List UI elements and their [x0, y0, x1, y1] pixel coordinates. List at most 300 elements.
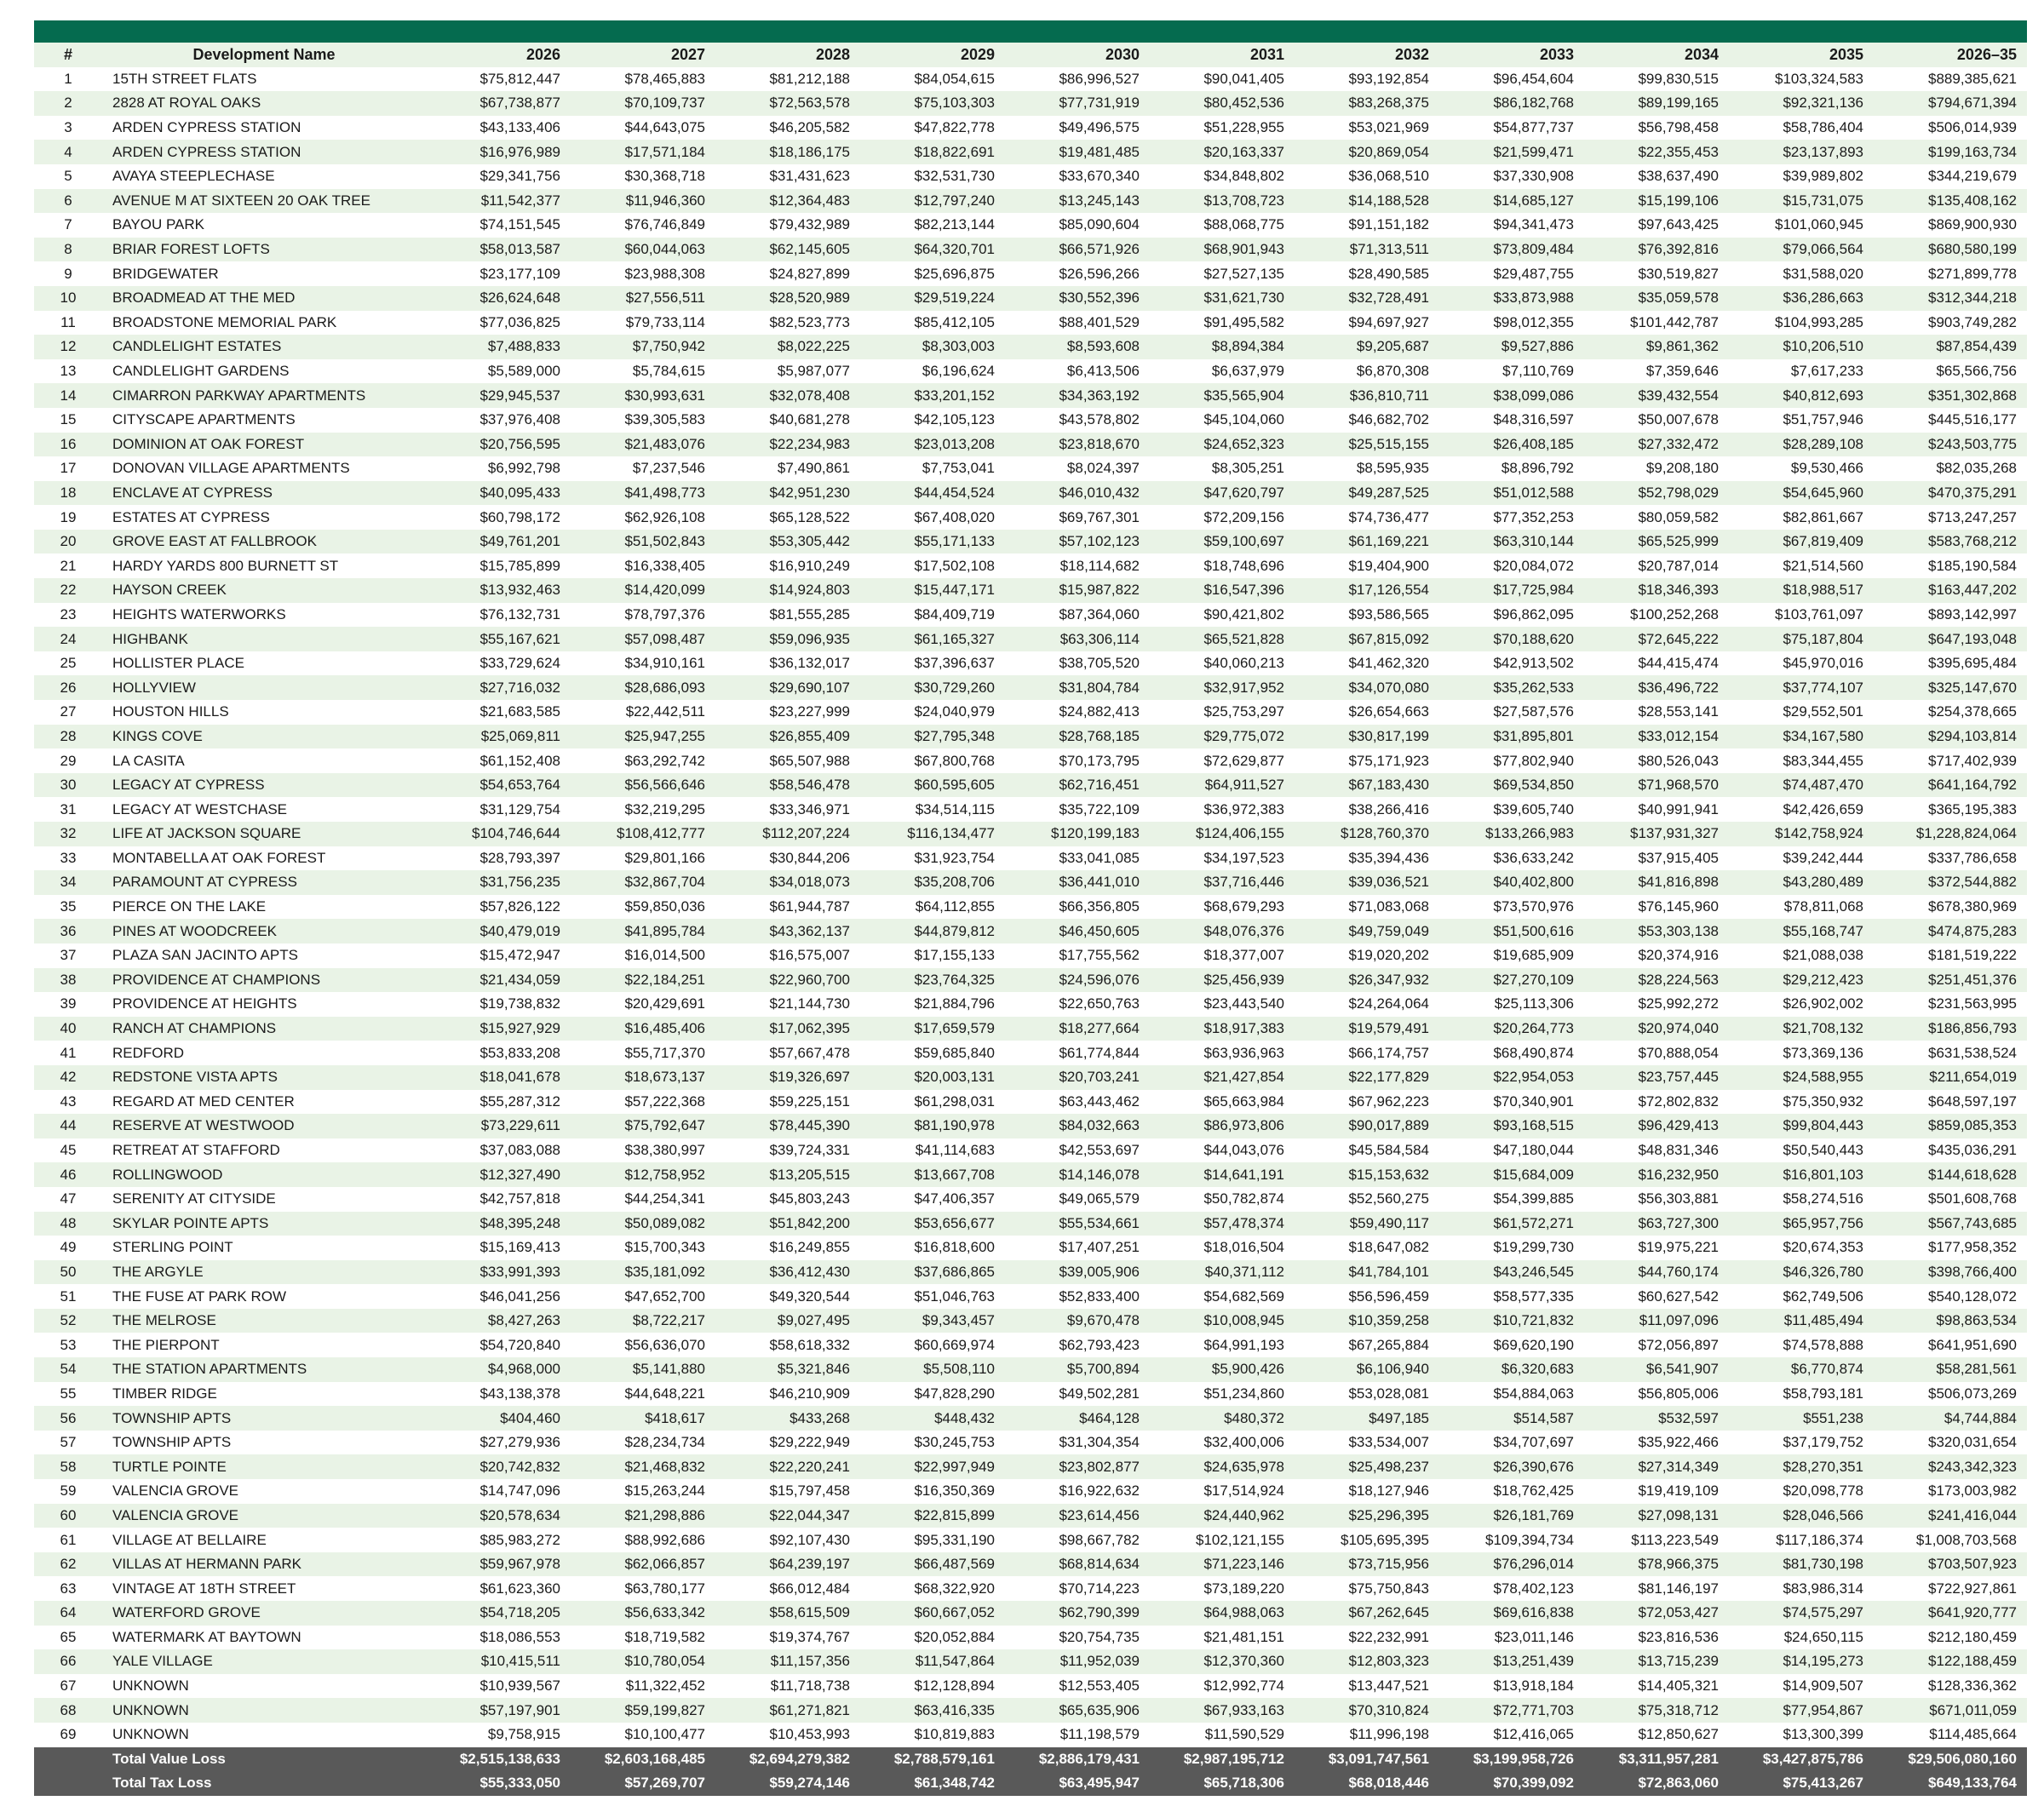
value-cell: $53,303,138	[1584, 919, 1729, 943]
value-cell: $88,068,775	[1150, 213, 1295, 238]
value-cell: $133,266,983	[1439, 822, 1584, 846]
value-cell: $64,112,855	[860, 895, 1005, 920]
table-row	[34, 1284, 2027, 1309]
value-cell: $22,234,983	[715, 433, 860, 457]
value-cell: $20,374,916	[1584, 943, 1729, 968]
value-cell: $11,952,039	[1005, 1649, 1150, 1674]
value-cell: $103,761,097	[1729, 603, 1874, 628]
value-cell: $22,442,511	[571, 700, 715, 725]
value-cell: $31,895,801	[1439, 725, 1584, 749]
value-cell: $58,281,561	[1874, 1357, 2027, 1382]
value-cell: $34,070,080	[1295, 675, 1439, 700]
value-cell: $15,785,899	[426, 553, 571, 578]
development-name-cell: VILLAS AT HERMANN PARK	[102, 1552, 426, 1577]
value-cell: $57,222,368	[571, 1090, 715, 1115]
value-cell: $18,822,691	[860, 140, 1005, 164]
value-cell: $17,755,562	[1005, 943, 1150, 968]
value-cell: $74,578,888	[1729, 1333, 1874, 1357]
row-index-cell: 53	[34, 1333, 102, 1357]
development-name-cell: PROVIDENCE AT HEIGHTS	[102, 992, 426, 1017]
value-cell: $72,802,832	[1584, 1090, 1729, 1115]
development-name-cell: CANDLELIGHT ESTATES	[102, 335, 426, 359]
value-cell: $47,822,778	[860, 116, 1005, 141]
value-cell: $8,427,263	[426, 1309, 571, 1333]
value-cell: $34,707,697	[1439, 1431, 1584, 1455]
value-cell: $52,833,400	[1005, 1284, 1150, 1309]
value-cell: $39,989,802	[1729, 164, 1874, 189]
value-cell: $33,201,152	[860, 383, 1005, 408]
row-index-cell: 4	[34, 140, 102, 164]
development-name-cell: DOMINION AT OAK FOREST	[102, 433, 426, 457]
value-cell: $64,320,701	[860, 238, 1005, 262]
total-value-cell: $75,413,267	[1729, 1771, 1874, 1796]
value-cell: $10,008,945	[1150, 1309, 1295, 1333]
table-row	[34, 505, 2027, 530]
value-cell: $859,085,353	[1874, 1114, 2027, 1138]
value-cell: $46,326,780	[1729, 1260, 1874, 1285]
value-cell: $44,879,812	[860, 919, 1005, 943]
value-cell: $16,232,950	[1584, 1162, 1729, 1187]
value-cell: $93,168,515	[1439, 1114, 1584, 1138]
value-cell: $19,738,832	[426, 992, 571, 1017]
value-cell: $56,636,070	[571, 1333, 715, 1357]
value-cell: $794,671,394	[1874, 91, 2027, 116]
value-cell: $10,359,258	[1295, 1309, 1439, 1333]
value-cell: $86,996,527	[1005, 67, 1150, 92]
value-cell: $42,757,818	[426, 1187, 571, 1212]
value-cell: $59,199,827	[571, 1698, 715, 1723]
value-cell: $181,519,222	[1874, 943, 2027, 968]
value-cell: $62,926,108	[571, 505, 715, 530]
row-index-cell: 33	[34, 846, 102, 871]
row-index-cell: 67	[34, 1674, 102, 1699]
value-cell: $17,514,924	[1150, 1479, 1295, 1504]
development-name-cell: AVENUE M AT SIXTEEN 20 OAK TREE	[102, 189, 426, 214]
development-name-cell: YALE VILLAGE	[102, 1649, 426, 1674]
value-cell: $21,483,076	[571, 433, 715, 457]
value-cell: $86,973,806	[1150, 1114, 1295, 1138]
value-cell: $27,270,109	[1439, 968, 1584, 993]
row-index-cell: 41	[34, 1041, 102, 1065]
value-cell: $16,922,632	[1005, 1479, 1150, 1504]
value-cell: $7,753,041	[860, 456, 1005, 481]
value-cell: $320,031,654	[1874, 1431, 2027, 1455]
value-cell: $18,377,007	[1150, 943, 1295, 968]
row-index-cell: 22	[34, 578, 102, 603]
value-cell: $23,816,536	[1584, 1626, 1729, 1650]
column-header-total: 2026–35	[1874, 43, 2027, 67]
value-cell: $22,997,949	[860, 1454, 1005, 1479]
value-cell: $87,854,439	[1874, 335, 2027, 359]
value-cell: $40,991,941	[1584, 797, 1729, 822]
value-cell: $33,534,007	[1295, 1431, 1439, 1455]
value-cell: $39,036,521	[1295, 870, 1439, 895]
value-cell: $325,147,670	[1874, 675, 2027, 700]
table-row	[34, 1674, 2027, 1699]
value-cell: $15,797,458	[715, 1479, 860, 1504]
value-cell: $32,728,491	[1295, 286, 1439, 311]
row-index-cell: 68	[34, 1698, 102, 1723]
value-cell: $53,021,969	[1295, 116, 1439, 141]
value-cell: $38,266,416	[1295, 797, 1439, 822]
table-row	[34, 1309, 2027, 1333]
value-cell: $28,490,585	[1295, 261, 1439, 286]
value-cell: $28,234,734	[571, 1431, 715, 1455]
row-index-cell: 6	[34, 189, 102, 214]
value-cell: $46,450,605	[1005, 919, 1150, 943]
value-cell: $22,954,053	[1439, 1065, 1584, 1090]
value-cell: $18,917,383	[1150, 1017, 1295, 1041]
value-cell: $16,575,007	[715, 943, 860, 968]
value-cell: $5,987,077	[715, 359, 860, 384]
value-cell: $75,103,303	[860, 91, 1005, 116]
development-name-cell: BRIAR FOREST LOFTS	[102, 238, 426, 262]
row-index-cell: 24	[34, 627, 102, 651]
total-value-cell: $2,515,138,633	[426, 1747, 571, 1772]
value-cell: $448,432	[860, 1406, 1005, 1431]
value-cell: $54,399,885	[1439, 1187, 1584, 1212]
value-cell: $44,648,221	[571, 1382, 715, 1407]
row-index-cell: 20	[34, 530, 102, 554]
value-cell: $11,718,738	[715, 1674, 860, 1699]
value-cell: $47,652,700	[571, 1284, 715, 1309]
value-cell: $67,408,020	[860, 505, 1005, 530]
value-cell: $52,560,275	[1295, 1187, 1439, 1212]
table-row	[34, 1260, 2027, 1285]
value-cell: $25,296,395	[1295, 1504, 1439, 1528]
value-cell: $35,565,904	[1150, 383, 1295, 408]
column-header-2029: 2029	[860, 43, 1005, 67]
table-row	[34, 943, 2027, 968]
value-cell: $91,495,582	[1150, 311, 1295, 335]
total-value-cell: $61,348,742	[860, 1771, 1005, 1796]
value-cell: $28,270,351	[1729, 1454, 1874, 1479]
value-cell: $44,254,341	[571, 1187, 715, 1212]
value-cell: $445,516,177	[1874, 408, 2027, 433]
row-index-cell: 34	[34, 870, 102, 895]
value-cell: $78,811,068	[1729, 895, 1874, 920]
development-name-cell: HAYSON CREEK	[102, 578, 426, 603]
total-value-cell: $63,495,947	[1005, 1771, 1150, 1796]
value-cell: $25,753,297	[1150, 700, 1295, 725]
value-cell: $15,731,075	[1729, 189, 1874, 214]
value-cell: $112,207,224	[715, 822, 860, 846]
value-cell: $23,227,999	[715, 700, 860, 725]
column-header-2035: 2035	[1729, 43, 1874, 67]
value-cell: $25,113,306	[1439, 992, 1584, 1017]
value-cell: $94,697,927	[1295, 311, 1439, 335]
value-cell: $38,705,520	[1005, 651, 1150, 676]
development-name-cell: RESERVE AT WESTWOOD	[102, 1114, 426, 1138]
development-name-cell: STERLING POINT	[102, 1236, 426, 1260]
value-cell: $5,589,000	[426, 359, 571, 384]
value-cell: $62,716,451	[1005, 773, 1150, 798]
row-index-cell: 43	[34, 1090, 102, 1115]
value-cell: $29,519,224	[860, 286, 1005, 311]
value-cell: $82,035,268	[1874, 456, 2027, 481]
value-cell: $29,801,166	[571, 846, 715, 871]
value-cell: $16,249,855	[715, 1236, 860, 1260]
total-value-cell: $3,199,958,726	[1439, 1747, 1584, 1772]
value-cell: $48,316,597	[1439, 408, 1584, 433]
row-index-cell: 27	[34, 700, 102, 725]
value-cell: $271,899,778	[1874, 261, 2027, 286]
value-cell: $26,596,266	[1005, 261, 1150, 286]
total-value-cell: $59,274,146	[715, 1771, 860, 1796]
value-cell: $73,809,484	[1439, 238, 1584, 262]
value-cell: $90,041,405	[1150, 67, 1295, 92]
value-cell: $84,054,615	[860, 67, 1005, 92]
value-cell: $14,188,528	[1295, 189, 1439, 214]
value-cell: $23,764,325	[860, 968, 1005, 993]
value-cell: $80,526,043	[1584, 748, 1729, 773]
value-cell: $50,007,678	[1584, 408, 1729, 433]
value-cell: $25,696,875	[860, 261, 1005, 286]
value-cell: $177,958,352	[1874, 1236, 2027, 1260]
value-cell: $37,330,908	[1439, 164, 1584, 189]
value-cell: $5,321,846	[715, 1357, 860, 1382]
value-cell: $351,302,868	[1874, 383, 2027, 408]
total-value-cell: $72,863,060	[1584, 1771, 1729, 1796]
row-index-cell: 59	[34, 1479, 102, 1504]
value-cell: $31,804,784	[1005, 675, 1150, 700]
value-cell: $8,894,384	[1150, 335, 1295, 359]
value-cell: $70,714,223	[1005, 1576, 1150, 1601]
value-cell: $61,271,821	[715, 1698, 860, 1723]
value-cell: $34,910,161	[571, 651, 715, 676]
value-cell: $17,062,395	[715, 1017, 860, 1041]
value-cell: $26,347,932	[1295, 968, 1439, 993]
value-cell: $57,826,122	[426, 895, 571, 920]
value-cell: $41,816,898	[1584, 870, 1729, 895]
value-cell: $243,503,775	[1874, 433, 2027, 457]
value-cell: $39,005,906	[1005, 1260, 1150, 1285]
table-row	[34, 1236, 2027, 1260]
development-name-cell: ARDEN CYPRESS STATION	[102, 116, 426, 141]
value-cell: $20,787,014	[1584, 553, 1729, 578]
development-name-cell: LEGACY AT CYPRESS	[102, 773, 426, 798]
value-cell: $30,368,718	[571, 164, 715, 189]
table-row	[34, 311, 2027, 335]
value-cell: $20,084,072	[1439, 553, 1584, 578]
value-cell: $135,408,162	[1874, 189, 2027, 214]
table-row	[34, 1187, 2027, 1212]
value-cell: $31,431,623	[715, 164, 860, 189]
value-cell: $7,488,833	[426, 335, 571, 359]
value-cell: $10,780,054	[571, 1649, 715, 1674]
value-cell: $65,663,984	[1150, 1090, 1295, 1115]
development-name-cell: WATERFORD GROVE	[102, 1601, 426, 1626]
value-cell: $35,922,466	[1584, 1431, 1729, 1455]
value-cell: $26,902,002	[1729, 992, 1874, 1017]
column-header-2027: 2027	[571, 43, 715, 67]
table-row	[34, 408, 2027, 433]
value-cell: $65,566,756	[1874, 359, 2027, 384]
value-cell: $69,534,850	[1439, 773, 1584, 798]
column-header-2034: 2034	[1584, 43, 1729, 67]
value-cell: $61,623,360	[426, 1576, 571, 1601]
total-value-cell: $2,603,168,485	[571, 1747, 715, 1772]
value-cell: $43,578,802	[1005, 408, 1150, 433]
value-cell: $58,786,404	[1729, 116, 1874, 141]
value-cell: $124,406,155	[1150, 822, 1295, 846]
value-cell: $251,451,376	[1874, 968, 2027, 993]
development-name-cell: PLAZA SAN JACINTO APTS	[102, 943, 426, 968]
value-cell: $13,300,399	[1729, 1723, 1874, 1747]
value-cell: $25,069,811	[426, 725, 571, 749]
total-value-cell: $3,091,747,561	[1295, 1747, 1439, 1772]
value-cell: $65,521,828	[1150, 627, 1295, 651]
value-cell: $12,803,323	[1295, 1649, 1439, 1674]
value-cell: $37,774,107	[1729, 675, 1874, 700]
table-row	[34, 91, 2027, 116]
value-cell: $32,078,408	[715, 383, 860, 408]
value-cell: $37,396,637	[860, 651, 1005, 676]
value-cell: $72,209,156	[1150, 505, 1295, 530]
value-cell: $53,833,208	[426, 1041, 571, 1065]
value-cell: $13,715,239	[1584, 1649, 1729, 1674]
value-cell: $104,993,285	[1729, 311, 1874, 335]
value-cell: $199,163,734	[1874, 140, 2027, 164]
value-cell: $506,073,269	[1874, 1382, 2027, 1407]
value-cell: $14,909,507	[1729, 1674, 1874, 1699]
value-cell: $9,027,495	[715, 1309, 860, 1333]
value-cell: $67,738,877	[426, 91, 571, 116]
value-cell: $62,793,423	[1005, 1333, 1150, 1357]
value-cell: $73,369,136	[1729, 1041, 1874, 1065]
table-row	[34, 140, 2027, 164]
value-cell: $96,862,095	[1439, 603, 1584, 628]
value-cell: $58,615,509	[715, 1601, 860, 1626]
value-cell: $41,462,320	[1295, 651, 1439, 676]
column-header-2032: 2032	[1295, 43, 1439, 67]
value-cell: $45,803,243	[715, 1187, 860, 1212]
value-cell: $72,629,877	[1150, 748, 1295, 773]
value-cell: $73,570,976	[1439, 895, 1584, 920]
value-cell: $10,721,832	[1439, 1309, 1584, 1333]
value-cell: $30,729,260	[860, 675, 1005, 700]
value-cell: $54,645,960	[1729, 481, 1874, 506]
value-cell: $470,375,291	[1874, 481, 2027, 506]
value-cell: $22,960,700	[715, 968, 860, 993]
value-cell: $47,828,290	[860, 1382, 1005, 1407]
value-cell: $72,645,222	[1584, 627, 1729, 651]
value-cell: $108,412,777	[571, 822, 715, 846]
value-cell: $56,596,459	[1295, 1284, 1439, 1309]
value-cell: $15,263,244	[571, 1479, 715, 1504]
value-cell: $44,415,474	[1584, 651, 1729, 676]
value-cell: $5,700,894	[1005, 1357, 1150, 1382]
value-cell: $38,637,490	[1584, 164, 1729, 189]
value-cell: $21,144,730	[715, 992, 860, 1017]
total-label-cell: Total Tax Loss	[102, 1771, 426, 1796]
row-index-cell: 30	[34, 773, 102, 798]
value-cell: $49,761,201	[426, 530, 571, 554]
value-cell: $67,933,163	[1150, 1698, 1295, 1723]
value-cell: $24,264,064	[1295, 992, 1439, 1017]
value-cell: $34,363,192	[1005, 383, 1150, 408]
value-cell: $16,014,500	[571, 943, 715, 968]
value-cell: $8,595,935	[1295, 456, 1439, 481]
row-index-cell: 16	[34, 433, 102, 457]
table-row	[34, 1138, 2027, 1163]
value-cell: $337,786,658	[1874, 846, 2027, 871]
row-index-cell: 37	[34, 943, 102, 968]
value-cell: $74,487,470	[1729, 773, 1874, 798]
value-cell: $27,279,936	[426, 1431, 571, 1455]
value-cell: $72,563,578	[715, 91, 860, 116]
value-cell: $10,206,510	[1729, 335, 1874, 359]
value-cell: $65,525,999	[1584, 530, 1729, 554]
value-cell: $18,748,696	[1150, 553, 1295, 578]
value-cell: $42,426,659	[1729, 797, 1874, 822]
value-cell: $38,099,086	[1439, 383, 1584, 408]
value-cell: $36,496,722	[1584, 675, 1729, 700]
value-cell: $12,416,065	[1439, 1723, 1584, 1747]
value-cell: $8,305,251	[1150, 456, 1295, 481]
value-cell: $11,485,494	[1729, 1309, 1874, 1333]
development-name-cell: VALENCIA GROVE	[102, 1479, 426, 1504]
row-index-cell: 63	[34, 1576, 102, 1601]
value-cell: $11,322,452	[571, 1674, 715, 1699]
value-cell: $21,683,585	[426, 700, 571, 725]
value-cell: $59,096,935	[715, 627, 860, 651]
value-cell: $59,490,117	[1295, 1212, 1439, 1236]
development-name-cell: ESTATES AT CYPRESS	[102, 505, 426, 530]
value-cell: $92,321,136	[1729, 91, 1874, 116]
value-cell: $12,364,483	[715, 189, 860, 214]
value-cell: $435,036,291	[1874, 1138, 2027, 1163]
value-cell: $67,819,409	[1729, 530, 1874, 554]
value-cell: $18,762,425	[1439, 1479, 1584, 1504]
row-index-cell: 25	[34, 651, 102, 676]
value-cell: $506,014,939	[1874, 116, 2027, 141]
value-cell: $36,286,663	[1729, 286, 1874, 311]
value-cell: $24,040,979	[860, 700, 1005, 725]
value-cell: $51,228,955	[1150, 116, 1295, 141]
value-cell: $6,770,874	[1729, 1357, 1874, 1382]
value-cell: $37,083,088	[426, 1138, 571, 1163]
value-cell: $14,747,096	[426, 1479, 571, 1504]
value-cell: $32,867,704	[571, 870, 715, 895]
total-value-cell: $649,133,764	[1874, 1771, 2027, 1796]
value-cell: $66,571,926	[1005, 238, 1150, 262]
value-cell: $889,385,621	[1874, 67, 2027, 92]
value-cell: $40,095,433	[426, 481, 571, 506]
value-cell: $231,563,995	[1874, 992, 2027, 1017]
table-row	[34, 1212, 2027, 1236]
value-cell: $13,708,723	[1150, 189, 1295, 214]
value-cell: $58,618,332	[715, 1333, 860, 1357]
value-cell: $641,920,777	[1874, 1601, 2027, 1626]
value-cell: $81,212,188	[715, 67, 860, 92]
table-row	[34, 456, 2027, 481]
value-cell: $75,792,647	[571, 1114, 715, 1138]
row-index-cell: 47	[34, 1187, 102, 1212]
value-cell: $27,795,348	[860, 725, 1005, 749]
value-cell: $35,208,706	[860, 870, 1005, 895]
value-cell: $43,246,545	[1439, 1260, 1584, 1285]
value-cell: $26,624,648	[426, 286, 571, 311]
value-cell: $68,814,634	[1005, 1552, 1150, 1577]
value-cell: $15,447,171	[860, 578, 1005, 603]
value-cell: $25,456,939	[1150, 968, 1295, 993]
value-cell: $631,538,524	[1874, 1041, 2027, 1065]
value-cell: $64,911,527	[1150, 773, 1295, 798]
value-cell: $93,586,565	[1295, 603, 1439, 628]
table-container	[34, 20, 2027, 1796]
value-cell: $5,784,615	[571, 359, 715, 384]
